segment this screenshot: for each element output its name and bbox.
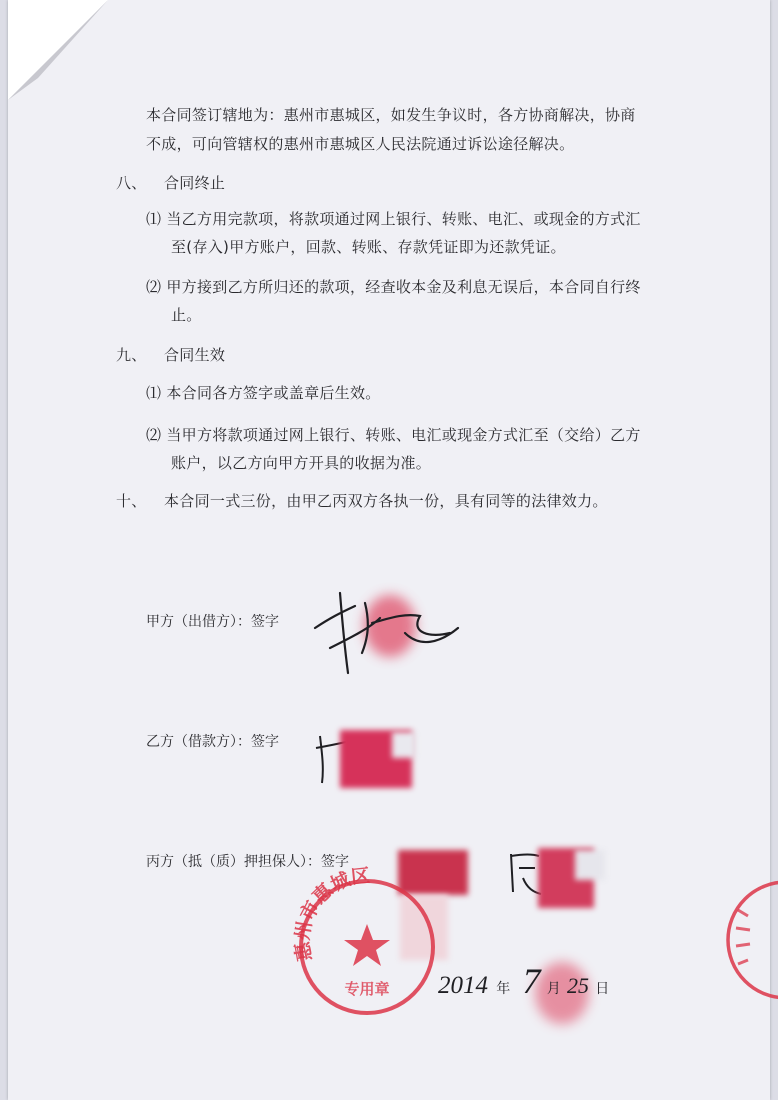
folded-corner	[8, 0, 118, 110]
jurisdiction-line-2: 不成，可向管辖权的惠州市惠城区人民法院通过诉讼途径解决。	[146, 135, 575, 153]
section-9-item-2-line-2: 账户，以乙方向甲方开具的收据为准。	[171, 454, 432, 472]
partial-seal-right	[718, 880, 778, 1010]
section-8-item-2-line-1: ⑵ 甲方接到乙方所归还的款项，经查收本金及利息无误后，本合同自行终	[146, 278, 641, 296]
date-year-char: 年	[496, 982, 511, 997]
section-8-item-2-line-2: 止。	[171, 306, 202, 324]
section-8-item-1-line-2: 至(存入)甲方账户，回款、转账、存款凭证即为还款凭证。	[171, 238, 566, 256]
date-month: 7	[522, 961, 541, 1001]
date-day: 25	[567, 973, 589, 998]
party-c-redaction-patch-2	[575, 850, 605, 880]
jurisdiction-line-1: 本合同签订辖地为：惠州市惠城区，如发生争议时，各方协商解决，协商	[146, 106, 636, 124]
party-a-label: 甲方（出借方）：签字	[146, 614, 279, 630]
seal-text: 惠州市惠城区	[291, 864, 372, 963]
section-9-number: 九、	[116, 346, 147, 364]
section-10-number: 十、	[116, 492, 147, 510]
section-8-item-1-line-1: ⑴ 当乙方用完款项，将款项通过网上银行、转账、电汇、或现金的方式汇	[146, 210, 641, 228]
date-day-char: 日	[595, 982, 610, 997]
party-b-label: 乙方（借款方）：签字	[146, 734, 279, 750]
section-9-title: 合同生效	[164, 346, 226, 364]
seal-star-icon	[344, 924, 390, 966]
section-8-title: 合同终止	[164, 174, 226, 192]
section-10-text: 本合同一式三份，由甲乙丙双方各执一份，具有同等的法律效力。	[164, 492, 608, 510]
company-seal	[291, 864, 442, 1022]
seal-subtext: 专用章	[344, 980, 390, 998]
date-month-char: 月	[546, 982, 561, 997]
section-8-number: 八、	[116, 174, 147, 192]
party-c-label: 丙方（抵（质）押担保人）：签字	[146, 854, 349, 870]
party-a-signature	[310, 588, 470, 683]
section-9-item-1: ⑴ 本合同各方签字或盖章后生效。	[146, 384, 381, 402]
section-9-item-2-line-1: ⑵ 当甲方将款项通过网上银行、转账、电汇或现金方式汇至（交给）乙方	[146, 426, 641, 444]
date-year: 2014	[438, 972, 488, 999]
party-b-redaction-patch	[392, 732, 416, 758]
date-line	[438, 960, 609, 1002]
